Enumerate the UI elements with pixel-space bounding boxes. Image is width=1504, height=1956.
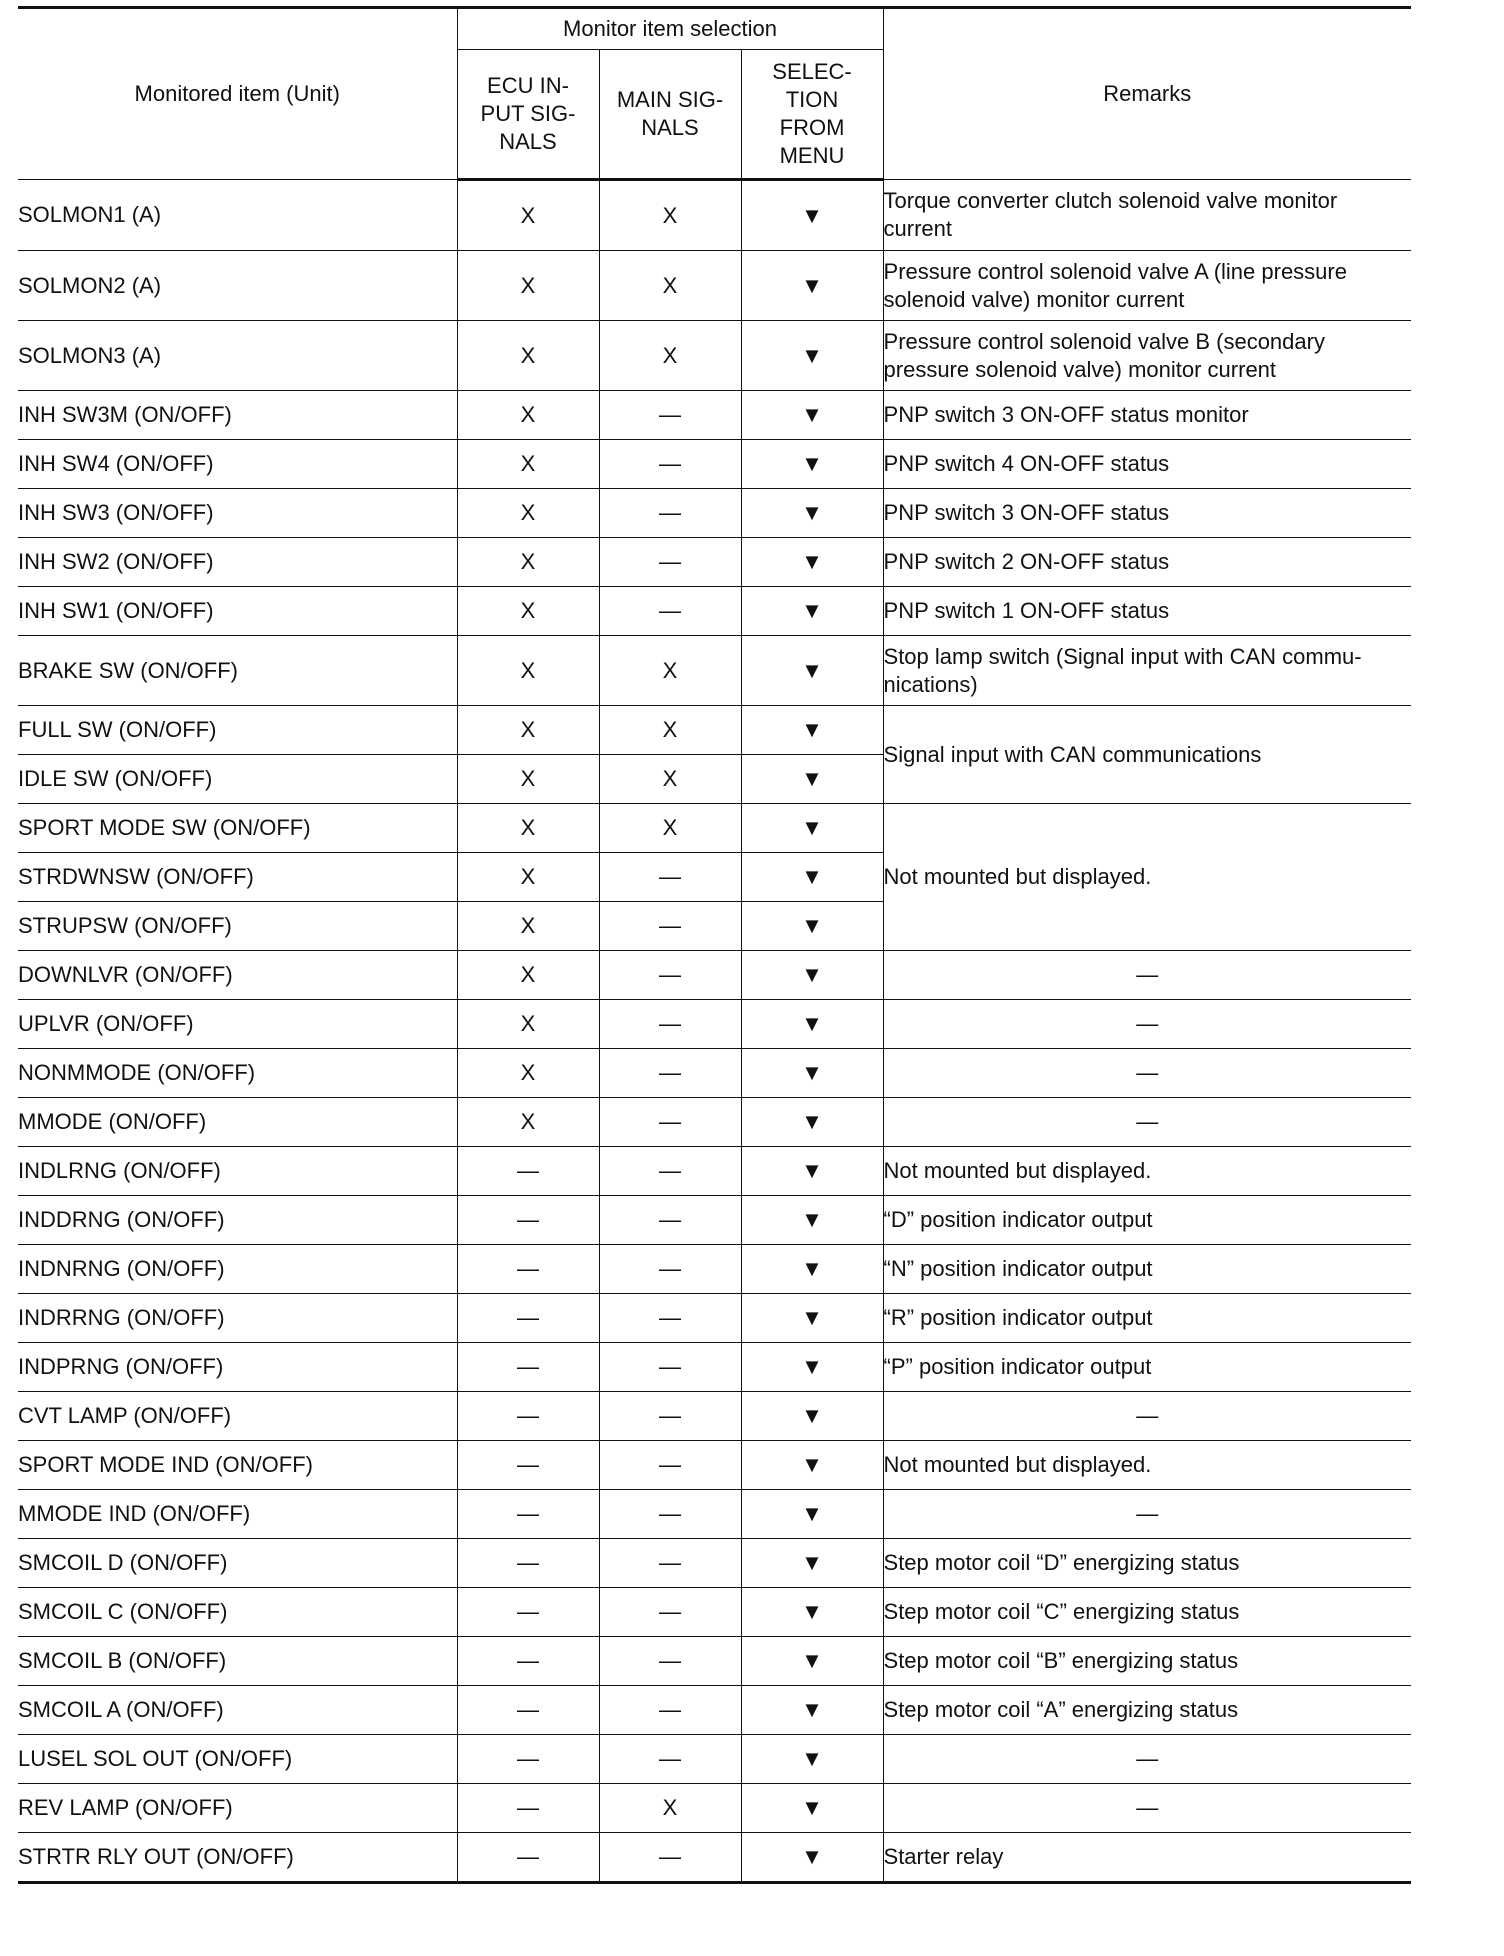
remarks-cell: — <box>883 1098 1411 1147</box>
table-row <box>18 1294 1411 1343</box>
monitored-item-cell: SMCOIL D (ON/OFF) <box>18 1539 457 1588</box>
remarks-cell: PNP switch 3 ON-OFF status <box>883 489 1411 538</box>
table-row <box>18 1784 1411 1833</box>
ecu-input-signals-cell: X <box>457 321 599 391</box>
main-signals-cell: — <box>599 489 741 538</box>
selection-from-menu-cell: ▼ <box>741 1833 883 1883</box>
table-row <box>18 1490 1411 1539</box>
selection-from-menu-cell: ▼ <box>741 180 883 251</box>
ecu-input-signals-cell: X <box>457 440 599 489</box>
table-row <box>18 1000 1411 1049</box>
remarks-cell: — <box>883 1784 1411 1833</box>
selection-from-menu-cell: ▼ <box>741 1245 883 1294</box>
main-signals-cell: — <box>599 1539 741 1588</box>
table-row <box>18 804 1411 853</box>
ecu-input-signals-cell: X <box>457 251 599 321</box>
monitored-item-cell: MMODE IND (ON/OFF) <box>18 1490 457 1539</box>
monitored-item-cell: FULL SW (ON/OFF) <box>18 706 457 755</box>
ecu-input-signals-cell: — <box>457 1588 599 1637</box>
table-row <box>18 1441 1411 1490</box>
remarks-cell: — <box>883 1049 1411 1098</box>
table-body <box>18 180 1411 1883</box>
remarks-cell: Not mounted but displayed. <box>883 1147 1411 1196</box>
selection-from-menu-cell: ▼ <box>741 1147 883 1196</box>
selection-from-menu-cell: ▼ <box>741 391 883 440</box>
main-signals-cell: — <box>599 1833 741 1883</box>
ecu-input-signals-cell: — <box>457 1392 599 1441</box>
monitored-item-cell: NONMMODE (ON/OFF) <box>18 1049 457 1098</box>
table-row <box>18 251 1411 321</box>
remarks-cell: “R” position indicator output <box>883 1294 1411 1343</box>
selection-from-menu-cell: ▼ <box>741 1000 883 1049</box>
selection-from-menu-cell: ▼ <box>741 1049 883 1098</box>
monitored-item-cell: CVT LAMP (ON/OFF) <box>18 1392 457 1441</box>
monitored-item-cell: LUSEL SOL OUT (ON/OFF) <box>18 1735 457 1784</box>
table-row <box>18 1539 1411 1588</box>
main-signals-cell: X <box>599 1784 741 1833</box>
selection-from-menu-cell: ▼ <box>741 489 883 538</box>
selection-from-menu-cell: ▼ <box>741 1343 883 1392</box>
selection-from-menu-cell: ▼ <box>741 440 883 489</box>
main-signals-cell: X <box>599 755 741 804</box>
remarks-cell: — <box>883 1000 1411 1049</box>
ecu-input-signals-cell: X <box>457 1098 599 1147</box>
table-row <box>18 321 1411 391</box>
selection-from-menu-cell: ▼ <box>741 902 883 951</box>
main-signals-cell: — <box>599 1392 741 1441</box>
selection-from-menu-cell: ▼ <box>741 321 883 391</box>
table-row <box>18 538 1411 587</box>
remarks-cell: PNP switch 3 ON-OFF status monitor <box>883 391 1411 440</box>
remarks-cell: Torque converter clutch solenoid valve monitor current <box>883 180 1411 251</box>
ecu-input-signals-cell: — <box>457 1490 599 1539</box>
main-signals-cell: X <box>599 636 741 706</box>
ecu-input-signals-cell: X <box>457 180 599 251</box>
main-signals-cell: — <box>599 1490 741 1539</box>
ecu-input-signals-cell: X <box>457 636 599 706</box>
monitored-item-cell: STRTR RLY OUT (ON/OFF) <box>18 1833 457 1883</box>
main-signals-cell: X <box>599 706 741 755</box>
remarks-cell: Not mounted but displayed. <box>883 1441 1411 1490</box>
selection-from-menu-cell: ▼ <box>741 1441 883 1490</box>
header-selection-from-menu: SELEC- TION FROM MENU <box>741 50 883 180</box>
remarks-cell: Signal input with CAN communications <box>883 706 1411 804</box>
main-signals-cell: — <box>599 1098 741 1147</box>
selection-from-menu-cell: ▼ <box>741 1196 883 1245</box>
selection-from-menu-cell: ▼ <box>741 1588 883 1637</box>
ecu-input-signals-cell: — <box>457 1735 599 1784</box>
main-signals-cell: X <box>599 180 741 251</box>
main-signals-cell: — <box>599 1196 741 1245</box>
selection-from-menu-cell: ▼ <box>741 951 883 1000</box>
monitored-item-cell: SPORT MODE SW (ON/OFF) <box>18 804 457 853</box>
table-row <box>18 1833 1411 1883</box>
remarks-cell: — <box>883 1490 1411 1539</box>
table-row <box>18 636 1411 706</box>
main-signals-cell: — <box>599 1147 741 1196</box>
monitored-item-cell: STRUPSW (ON/OFF) <box>18 902 457 951</box>
remarks-cell: “P” position indicator output <box>883 1343 1411 1392</box>
selection-from-menu-cell: ▼ <box>741 538 883 587</box>
remarks-cell: Pressure control solenoid valve A (line pressure solenoid valve) monitor current <box>883 251 1411 321</box>
ecu-input-signals-cell: X <box>457 1049 599 1098</box>
monitored-item-cell: SOLMON1 (A) <box>18 180 457 251</box>
ecu-input-signals-cell: — <box>457 1637 599 1686</box>
monitored-item-cell: SOLMON2 (A) <box>18 251 457 321</box>
main-signals-cell: — <box>599 587 741 636</box>
remarks-cell: “D” position indicator output <box>883 1196 1411 1245</box>
table-row <box>18 180 1411 251</box>
selection-from-menu-cell: ▼ <box>741 755 883 804</box>
remarks-cell: Not mounted but displayed. <box>883 804 1411 951</box>
header-ecu-input-signals: ECU IN- PUT SIG- NALS <box>457 50 599 180</box>
monitor-item-table <box>18 6 1411 1884</box>
main-signals-cell: — <box>599 1441 741 1490</box>
table-row <box>18 951 1411 1000</box>
table-row <box>18 587 1411 636</box>
ecu-input-signals-cell: — <box>457 1686 599 1735</box>
table-row <box>18 1049 1411 1098</box>
main-signals-cell: — <box>599 1245 741 1294</box>
remarks-cell: Step motor coil “A” energizing status <box>883 1686 1411 1735</box>
remarks-cell: — <box>883 1392 1411 1441</box>
selection-from-menu-cell: ▼ <box>741 636 883 706</box>
main-signals-cell: — <box>599 391 741 440</box>
ecu-input-signals-cell: X <box>457 755 599 804</box>
ecu-input-signals-cell: X <box>457 853 599 902</box>
monitored-item-cell: SMCOIL A (ON/OFF) <box>18 1686 457 1735</box>
header-remarks: Remarks <box>883 8 1411 180</box>
main-signals-cell: X <box>599 251 741 321</box>
ecu-input-signals-cell: X <box>457 538 599 587</box>
main-signals-cell: — <box>599 1343 741 1392</box>
ecu-input-signals-cell: X <box>457 1000 599 1049</box>
ecu-input-signals-cell: X <box>457 951 599 1000</box>
main-signals-cell: — <box>599 1588 741 1637</box>
monitored-item-cell: INDRRNG (ON/OFF) <box>18 1294 457 1343</box>
monitored-item-cell: INH SW2 (ON/OFF) <box>18 538 457 587</box>
remarks-cell: Stop lamp switch (Signal input with CAN commu- nications) <box>883 636 1411 706</box>
monitored-item-cell: MMODE (ON/OFF) <box>18 1098 457 1147</box>
table-row <box>18 1392 1411 1441</box>
ecu-input-signals-cell: X <box>457 391 599 440</box>
table-row <box>18 489 1411 538</box>
monitored-item-cell: INDLRNG (ON/OFF) <box>18 1147 457 1196</box>
header-monitor-item-selection: Monitor item selection <box>457 8 883 50</box>
main-signals-cell: — <box>599 951 741 1000</box>
monitored-item-cell: INDNRNG (ON/OFF) <box>18 1245 457 1294</box>
main-signals-cell: — <box>599 853 741 902</box>
monitored-item-cell: SPORT MODE IND (ON/OFF) <box>18 1441 457 1490</box>
monitored-item-cell: INDDRNG (ON/OFF) <box>18 1196 457 1245</box>
ecu-input-signals-cell: — <box>457 1147 599 1196</box>
selection-from-menu-cell: ▼ <box>741 853 883 902</box>
monitored-item-cell: IDLE SW (ON/OFF) <box>18 755 457 804</box>
selection-from-menu-cell: ▼ <box>741 1098 883 1147</box>
monitored-item-cell: SMCOIL B (ON/OFF) <box>18 1637 457 1686</box>
ecu-input-signals-cell: X <box>457 489 599 538</box>
table-row <box>18 1588 1411 1637</box>
ecu-input-signals-cell: X <box>457 902 599 951</box>
monitored-item-cell: BRAKE SW (ON/OFF) <box>18 636 457 706</box>
selection-from-menu-cell: ▼ <box>741 587 883 636</box>
main-signals-cell: X <box>599 321 741 391</box>
remarks-cell: Starter relay <box>883 1833 1411 1883</box>
selection-from-menu-cell: ▼ <box>741 706 883 755</box>
remarks-cell: Step motor coil “B” energizing status <box>883 1637 1411 1686</box>
selection-from-menu-cell: ▼ <box>741 1637 883 1686</box>
table-row <box>18 1098 1411 1147</box>
monitored-item-cell: INH SW1 (ON/OFF) <box>18 587 457 636</box>
main-signals-cell: — <box>599 1686 741 1735</box>
monitored-item-cell: INDPRNG (ON/OFF) <box>18 1343 457 1392</box>
table-row <box>18 1637 1411 1686</box>
main-signals-cell: X <box>599 804 741 853</box>
table-row <box>18 1147 1411 1196</box>
table-row <box>18 706 1411 755</box>
ecu-input-signals-cell: X <box>457 804 599 853</box>
ecu-input-signals-cell: — <box>457 1196 599 1245</box>
selection-from-menu-cell: ▼ <box>741 251 883 321</box>
remarks-cell: Step motor coil “C” energizing status <box>883 1588 1411 1637</box>
ecu-input-signals-cell: — <box>457 1539 599 1588</box>
table-row <box>18 1343 1411 1392</box>
monitored-item-cell: REV LAMP (ON/OFF) <box>18 1784 457 1833</box>
document-page <box>18 6 1411 1884</box>
main-signals-cell: — <box>599 1000 741 1049</box>
selection-from-menu-cell: ▼ <box>741 1784 883 1833</box>
ecu-input-signals-cell: — <box>457 1245 599 1294</box>
ecu-input-signals-cell: — <box>457 1294 599 1343</box>
remarks-cell: PNP switch 4 ON-OFF status <box>883 440 1411 489</box>
selection-from-menu-cell: ▼ <box>741 1490 883 1539</box>
remarks-cell: PNP switch 2 ON-OFF status <box>883 538 1411 587</box>
monitored-item-cell: INH SW4 (ON/OFF) <box>18 440 457 489</box>
selection-from-menu-cell: ▼ <box>741 1735 883 1784</box>
selection-from-menu-cell: ▼ <box>741 1392 883 1441</box>
ecu-input-signals-cell: — <box>457 1343 599 1392</box>
main-signals-cell: — <box>599 440 741 489</box>
selection-from-menu-cell: ▼ <box>741 1539 883 1588</box>
selection-from-menu-cell: ▼ <box>741 1686 883 1735</box>
selection-from-menu-cell: ▼ <box>741 1294 883 1343</box>
ecu-input-signals-cell: X <box>457 706 599 755</box>
main-signals-cell: — <box>599 1294 741 1343</box>
table-row <box>18 1245 1411 1294</box>
monitored-item-cell: SOLMON3 (A) <box>18 321 457 391</box>
main-signals-cell: — <box>599 538 741 587</box>
monitored-item-cell: STRDWNSW (ON/OFF) <box>18 853 457 902</box>
remarks-cell: Pressure control solenoid valve B (secondary pressure solenoid valve) monitor current <box>883 321 1411 391</box>
ecu-input-signals-cell: — <box>457 1441 599 1490</box>
table-row <box>18 440 1411 489</box>
main-signals-cell: — <box>599 1637 741 1686</box>
table-row <box>18 1686 1411 1735</box>
remarks-cell: PNP switch 1 ON-OFF status <box>883 587 1411 636</box>
table-row <box>18 1196 1411 1245</box>
main-signals-cell: — <box>599 902 741 951</box>
table-row <box>18 1735 1411 1784</box>
selection-from-menu-cell: ▼ <box>741 804 883 853</box>
monitored-item-cell: SMCOIL C (ON/OFF) <box>18 1588 457 1637</box>
monitored-item-cell: INH SW3 (ON/OFF) <box>18 489 457 538</box>
remarks-cell: Step motor coil “D” energizing status <box>883 1539 1411 1588</box>
monitored-item-cell: INH SW3M (ON/OFF) <box>18 391 457 440</box>
ecu-input-signals-cell: — <box>457 1833 599 1883</box>
ecu-input-signals-cell: X <box>457 587 599 636</box>
table-row <box>18 391 1411 440</box>
main-signals-cell: — <box>599 1735 741 1784</box>
header-main-signals: MAIN SIG- NALS <box>599 50 741 180</box>
main-signals-cell: — <box>599 1049 741 1098</box>
remarks-cell: “N” position indicator output <box>883 1245 1411 1294</box>
monitored-item-cell: UPLVR (ON/OFF) <box>18 1000 457 1049</box>
monitored-item-cell: DOWNLVR (ON/OFF) <box>18 951 457 1000</box>
header-monitored-item: Monitored item (Unit) <box>18 8 457 180</box>
remarks-cell: — <box>883 1735 1411 1784</box>
ecu-input-signals-cell: — <box>457 1784 599 1833</box>
table-header <box>18 8 1411 180</box>
remarks-cell: — <box>883 951 1411 1000</box>
